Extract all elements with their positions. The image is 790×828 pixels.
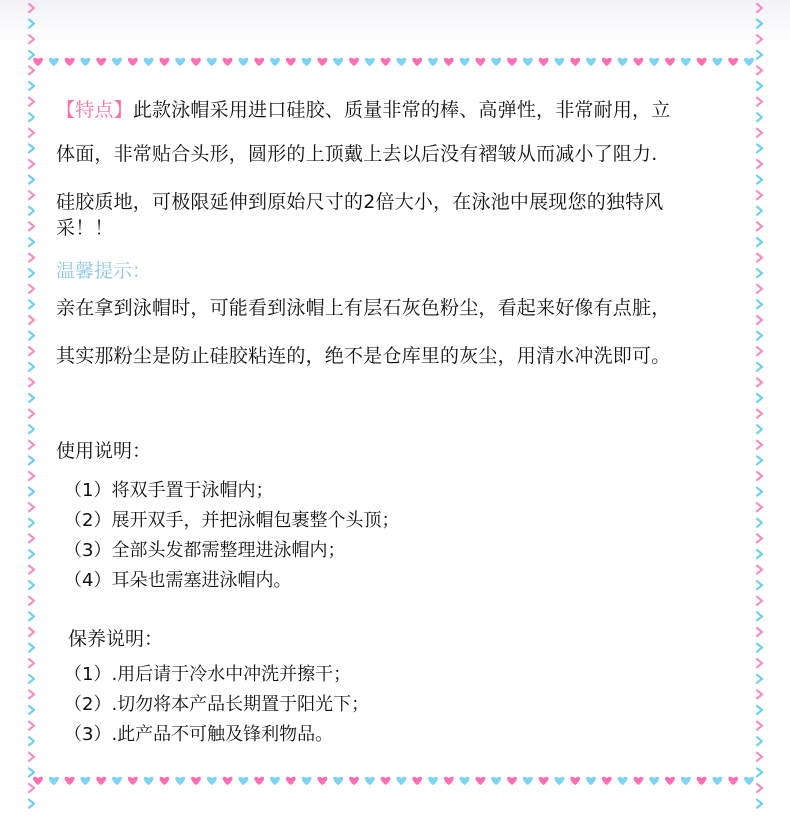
chevron-right-icon	[757, 66, 762, 74]
heart-icon	[144, 58, 154, 66]
chevron-right-icon	[757, 51, 762, 59]
tips-title: 温馨提示：	[56, 260, 152, 282]
chevron-right-icon	[757, 4, 762, 12]
heart-icon	[254, 777, 264, 785]
chevron-right-icon	[757, 488, 762, 496]
heart-icon	[207, 58, 217, 66]
chevron-right-icon	[29, 581, 34, 589]
chevron-right-icon	[29, 753, 34, 761]
heart-icon	[444, 777, 454, 785]
chevron-right-icon	[757, 800, 762, 808]
chevron-right-icon	[29, 285, 34, 293]
heart-icon	[254, 58, 264, 66]
chevron-right-icon	[29, 394, 34, 402]
heart-icon	[649, 58, 659, 66]
chevron-right-icon	[29, 378, 34, 386]
chevron-right-icon	[757, 160, 762, 168]
care-item: （3）.此产品不可触及锋利物品。	[64, 724, 334, 745]
heart-icon	[191, 58, 201, 66]
chevron-right-icon	[757, 456, 762, 464]
heart-icon	[713, 777, 723, 785]
heart-icon	[713, 58, 723, 66]
heart-icon	[318, 58, 328, 66]
heart-icon	[333, 777, 343, 785]
chevron-right-icon	[29, 488, 34, 496]
heart-icon	[476, 777, 486, 785]
chevron-right-icon	[29, 160, 34, 168]
chevron-right-icon	[757, 753, 762, 761]
chevron-right-icon	[757, 82, 762, 90]
heart-icon	[570, 58, 580, 66]
usage-list	[64, 476, 399, 596]
heart-icon	[602, 777, 612, 785]
chevron-right-icon	[757, 581, 762, 589]
heart-icon	[507, 777, 517, 785]
heart-icon	[65, 777, 75, 785]
heart-icon	[428, 777, 438, 785]
chevron-right-icon	[757, 690, 762, 698]
heart-icon	[539, 777, 549, 785]
chevron-right-icon	[29, 238, 34, 246]
chevron-right-icon	[757, 550, 762, 558]
chevron-right-icon	[757, 768, 762, 776]
chevron-right-icon	[757, 35, 762, 43]
heart-icon	[144, 777, 154, 785]
heart-icon	[302, 58, 312, 66]
heart-icon	[96, 777, 106, 785]
heart-icon	[207, 777, 217, 785]
chevron-right-icon	[29, 254, 34, 262]
usage-item: （4）耳朵也需塞进泳帽内。	[64, 570, 292, 591]
heart-icon	[365, 58, 375, 66]
heart-icon	[112, 58, 122, 66]
chevron-right-icon	[757, 332, 762, 340]
heart-icon	[681, 58, 691, 66]
chevron-right-icon	[757, 644, 762, 652]
heart-icon	[128, 777, 138, 785]
heart-icon	[160, 777, 170, 785]
top-banner-strip	[0, 0, 790, 48]
heart-icon	[681, 777, 691, 785]
care-item: （2）.切勿将本产品长期置于阳光下；	[64, 694, 370, 715]
heart-icon	[634, 58, 644, 66]
chevron-right-icon	[29, 644, 34, 652]
chevron-right-icon	[29, 4, 34, 12]
chevron-right-icon	[29, 51, 34, 59]
chevron-right-icon	[757, 441, 762, 449]
chevron-right-icon	[29, 269, 34, 277]
chevron-right-icon	[757, 176, 762, 184]
chevron-right-icon	[757, 316, 762, 324]
chevron-right-icon	[757, 363, 762, 371]
heart-icon	[65, 58, 75, 66]
heart-icon	[223, 58, 233, 66]
chevron-right-icon	[29, 316, 34, 324]
chevron-right-icon	[29, 176, 34, 184]
heart-icon	[444, 58, 454, 66]
chevron-right-icon	[757, 503, 762, 511]
heart-icon	[223, 777, 233, 785]
chevron-right-icon	[29, 66, 34, 74]
chevron-right-icon	[757, 675, 762, 683]
chevron-right-icon	[29, 566, 34, 574]
chevron-right-icon	[29, 612, 34, 620]
heart-icon	[602, 58, 612, 66]
heart-icon	[49, 58, 59, 66]
heart-icon	[381, 777, 391, 785]
chevron-right-icon	[29, 441, 34, 449]
heart-icon	[397, 58, 407, 66]
features-line-1: 【特点】此款泳帽采用进口硅胶、质量非常的棒、高弹性，非常耐用，立	[56, 99, 671, 121]
chevron-right-icon	[29, 659, 34, 667]
heart-icon	[476, 58, 486, 66]
chevron-right-icon	[29, 20, 34, 28]
heart-icon	[191, 777, 201, 785]
heart-icon	[128, 58, 138, 66]
care-list	[64, 660, 369, 750]
chevron-right-icon	[29, 347, 34, 355]
heart-icon	[175, 777, 185, 785]
heart-icon	[428, 58, 438, 66]
chevron-right-icon	[757, 238, 762, 246]
heart-icon	[460, 58, 470, 66]
heart-icon	[586, 777, 596, 785]
features-line-4: 采！！	[56, 217, 114, 239]
heart-icon	[491, 58, 501, 66]
heart-icon	[555, 777, 565, 785]
chevron-right-icon	[757, 784, 762, 792]
heart-icon	[460, 777, 470, 785]
top-heart-border	[30, 53, 760, 69]
chevron-right-icon	[29, 690, 34, 698]
features-tag: 【特点】	[56, 99, 133, 121]
heart-icon	[49, 777, 59, 785]
heart-icon	[160, 58, 170, 66]
chevron-right-icon	[757, 285, 762, 293]
heart-icon	[286, 58, 296, 66]
heart-icon	[728, 777, 738, 785]
heart-icon	[397, 777, 407, 785]
heart-icon	[728, 58, 738, 66]
chevron-right-icon	[757, 129, 762, 137]
chevron-right-icon	[29, 784, 34, 792]
heart-icon	[665, 58, 675, 66]
heart-icon	[523, 58, 533, 66]
chevron-right-icon	[29, 222, 34, 230]
chevron-right-icon	[29, 191, 34, 199]
chevron-right-icon	[757, 628, 762, 636]
chevron-right-icon	[757, 394, 762, 402]
heart-icon	[81, 777, 91, 785]
chevron-right-icon	[29, 425, 34, 433]
heart-icon	[412, 58, 422, 66]
chevron-right-icon	[757, 597, 762, 605]
heart-icon	[618, 777, 628, 785]
chevron-right-icon	[757, 722, 762, 730]
chevron-right-icon	[29, 332, 34, 340]
heart-icon	[286, 777, 296, 785]
tips-line-1: 亲在拿到泳帽时，可能看到泳帽上有层石灰色粉尘，看起来好像有点脏，	[56, 297, 671, 319]
heart-icon	[570, 777, 580, 785]
left-chevron-border	[24, 0, 40, 828]
heart-icon	[697, 58, 707, 66]
chevron-right-icon	[29, 675, 34, 683]
heart-icon	[81, 58, 91, 66]
chevron-right-icon	[29, 800, 34, 808]
chevron-right-icon	[757, 113, 762, 121]
heart-icon	[365, 777, 375, 785]
chevron-right-icon	[29, 129, 34, 137]
chevron-right-icon	[29, 82, 34, 90]
heart-icon	[175, 58, 185, 66]
heart-icon	[270, 777, 280, 785]
usage-item: （3）全部头发都需整理进泳帽内；	[64, 540, 346, 561]
tips-line-2: 其实那粉尘是防止硅胶粘连的，绝不是仓库里的灰尘，用清水冲洗即可。	[56, 345, 671, 367]
chevron-right-icon	[757, 191, 762, 199]
chevron-right-icon	[29, 722, 34, 730]
chevron-right-icon	[757, 737, 762, 745]
chevron-right-icon	[757, 659, 762, 667]
chevron-right-icon	[29, 519, 34, 527]
chevron-right-icon	[29, 472, 34, 480]
heart-icon	[539, 58, 549, 66]
chevron-right-icon	[757, 566, 762, 574]
chevron-right-icon	[757, 20, 762, 28]
heart-icon	[618, 58, 628, 66]
heart-icon	[634, 777, 644, 785]
chevron-right-icon	[757, 254, 762, 262]
features-line-2: 体面，非常贴合头形，圆形的上顶戴上去以后没有褶皱从而减小了阻力.	[56, 143, 658, 165]
heart-icon	[349, 777, 359, 785]
chevron-right-icon	[29, 550, 34, 558]
chevron-right-icon	[29, 113, 34, 121]
chevron-right-icon	[757, 612, 762, 620]
chevron-right-icon	[757, 207, 762, 215]
features-line-3: 硅胶质地，可极限延伸到原始尺寸的2倍大小，在泳池中展现您的独特风	[56, 191, 664, 213]
chevron-right-icon	[29, 706, 34, 714]
heart-icon	[523, 777, 533, 785]
chevron-right-icon	[29, 300, 34, 308]
heart-icon	[96, 58, 106, 66]
chevron-right-icon	[757, 144, 762, 152]
heart-icon	[318, 777, 328, 785]
chevron-right-icon	[29, 98, 34, 106]
chevron-right-icon	[757, 222, 762, 230]
heart-icon	[412, 777, 422, 785]
chevron-right-icon	[29, 35, 34, 43]
chevron-right-icon	[757, 706, 762, 714]
right-chevron-border	[752, 0, 768, 828]
chevron-right-icon	[757, 269, 762, 277]
heart-icon	[112, 777, 122, 785]
chevron-right-icon	[29, 144, 34, 152]
chevron-right-icon	[757, 425, 762, 433]
chevron-right-icon	[757, 98, 762, 106]
bottom-heart-border	[30, 772, 760, 788]
care-item: （1）.用后请于冷水中冲洗并擦干；	[64, 664, 352, 685]
heart-icon	[333, 58, 343, 66]
chevron-right-icon	[29, 534, 34, 542]
heart-icon	[239, 58, 249, 66]
chevron-right-icon	[29, 503, 34, 511]
chevron-right-icon	[757, 519, 762, 527]
care-title: 保养说明：	[68, 628, 164, 650]
chevron-right-icon	[757, 300, 762, 308]
chevron-right-icon	[757, 534, 762, 542]
chevron-right-icon	[29, 456, 34, 464]
chevron-right-icon	[757, 347, 762, 355]
heart-icon	[302, 777, 312, 785]
usage-item: （2）展开双手，并把泳帽包裹整个头顶；	[64, 510, 400, 531]
heart-icon	[555, 58, 565, 66]
heart-icon	[270, 58, 280, 66]
heart-icon	[239, 777, 249, 785]
heart-icon	[507, 58, 517, 66]
heart-icon	[697, 777, 707, 785]
heart-icon	[491, 777, 501, 785]
chevron-right-icon	[757, 410, 762, 418]
heart-icon	[649, 777, 659, 785]
usage-item: （1）将双手置于泳帽内；	[64, 480, 274, 501]
chevron-right-icon	[29, 410, 34, 418]
usage-title: 使用说明：	[56, 440, 152, 462]
chevron-right-icon	[29, 363, 34, 371]
heart-icon	[349, 58, 359, 66]
chevron-right-icon	[29, 737, 34, 745]
chevron-right-icon	[757, 472, 762, 480]
heart-icon	[665, 777, 675, 785]
chevron-right-icon	[29, 597, 34, 605]
chevron-right-icon	[29, 628, 34, 636]
chevron-right-icon	[29, 768, 34, 776]
heart-icon	[586, 58, 596, 66]
chevron-right-icon	[29, 207, 34, 215]
heart-icon	[381, 58, 391, 66]
chevron-right-icon	[757, 378, 762, 386]
